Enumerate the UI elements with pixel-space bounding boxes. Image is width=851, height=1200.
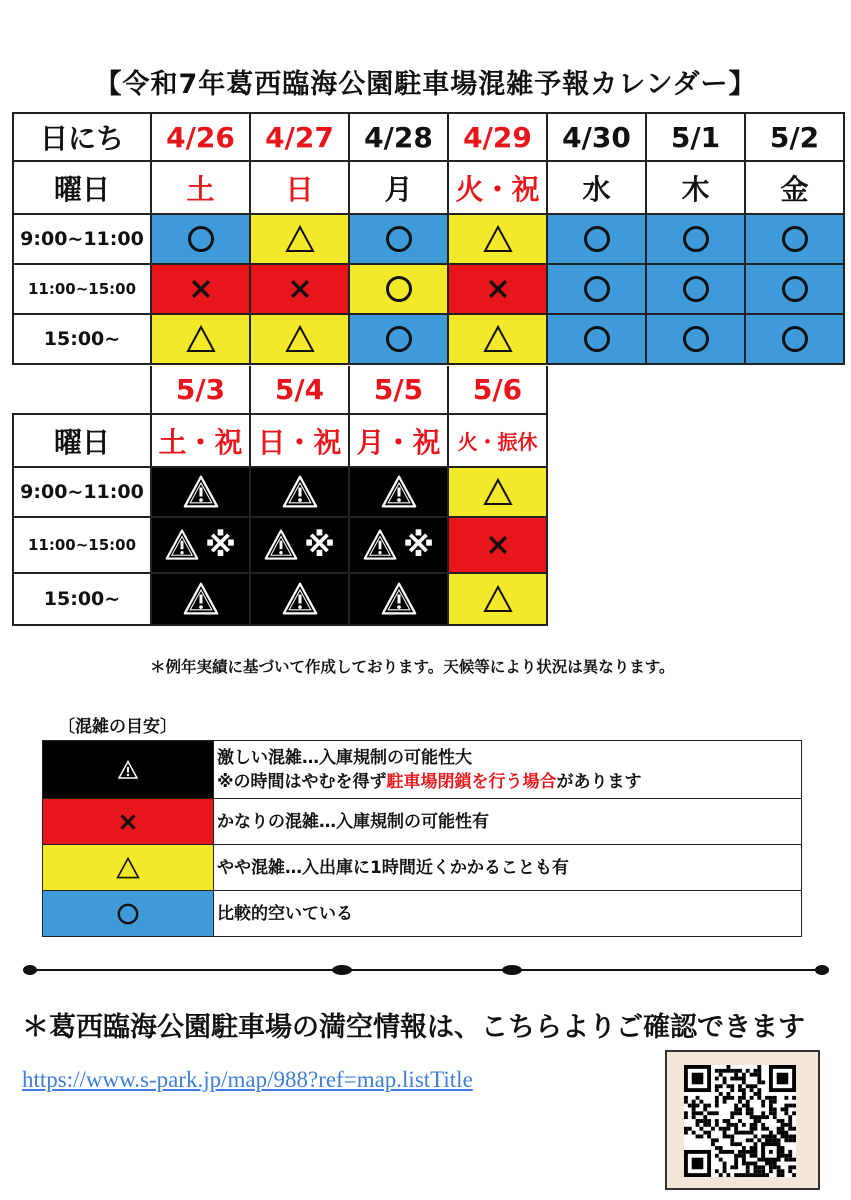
date-cell: 5/2 [745,113,844,161]
status-cell [646,214,745,264]
time-row [13,573,547,625]
day-cell: 月 [349,161,448,214]
cross-icon [117,811,139,833]
day-cell: 木 [646,161,745,214]
status-cell [745,214,844,264]
date-cell: 4/28 [349,113,448,161]
status-cell [151,214,250,264]
status-cell [349,517,448,573]
date-cell: 4/30 [547,113,646,161]
circle-icon [384,224,414,254]
parking-url-link[interactable]: https://www.s-park.jp/map/988?ref=map.listTitle [22,1067,473,1092]
time-label: 9:00~11:00 [13,467,151,517]
triangle-icon [483,224,513,254]
status-cell [448,573,547,625]
time-label: 15:00~ [13,573,151,625]
closure-highlight: 駐車場閉鎖を行う場合 [386,771,557,792]
circle-icon [780,224,810,254]
day-cell: 日 [250,161,349,214]
circle-icon [582,224,612,254]
status-cell [151,314,250,364]
closure-mark: ※ [204,526,237,564]
triangle-icon [285,324,315,354]
status-cell [646,314,745,364]
status-cell [646,264,745,314]
day-cell: 土 [151,161,250,214]
status-cell [151,467,250,517]
time-label: 11:00~15:00 [13,517,151,573]
status-cell [448,264,547,314]
status-cell [349,467,448,517]
legend-text: があります [556,771,642,792]
triangle-icon [483,324,513,354]
status-cell [151,573,250,625]
legend-table [42,740,802,937]
status-cell [745,314,844,364]
legend-swatch [43,845,214,891]
legend-description: かなりの混雑…入庫規制の可能性有 [214,799,802,845]
circle-icon [582,274,612,304]
legend-row [43,741,802,799]
status-cell [250,517,349,573]
circle-icon [780,274,810,304]
day-row [13,414,547,467]
status-cell [547,214,646,264]
time-row [13,517,547,573]
status-cell [151,517,250,573]
legend-description: 比較的空いている [214,891,802,937]
calendar-week2 [12,366,548,626]
circle-icon [384,324,414,354]
day-cell: 日・祝 [250,414,349,467]
legend-line [217,770,801,794]
time-row [13,214,844,264]
circle-icon [681,274,711,304]
warning-icon [118,760,138,780]
cross-icon [485,532,511,558]
date-cell: 4/26 [151,113,250,161]
date-cell: 5/4 [250,366,349,414]
closure-mark: ※ [303,526,336,564]
status-cell [349,573,448,625]
day-label: 曜日 [13,161,151,214]
legend-row [43,799,802,845]
date-cell: 5/6 [448,366,547,414]
calendar-week1 [12,112,845,365]
legend-line: 激しい混雑…入庫規制の可能性大 [217,747,472,768]
warning-icon [381,581,417,617]
status-cell [349,264,448,314]
triangle-icon [285,224,315,254]
triangle-icon [186,324,216,354]
warning-icon [282,474,318,510]
page-title: 【令和7年葛西臨海公園駐車場混雑予報カレンダー】 [94,69,757,100]
triangle-icon [483,477,513,507]
legend-text: ※の時間はやむを得ず [217,771,387,792]
cross-icon [287,276,313,302]
status-cell [448,314,547,364]
status-cell [349,214,448,264]
status-cell [250,264,349,314]
legend-title: 〔混雑の目安〕 [58,717,177,737]
warning-icon [381,474,417,510]
circle-icon [116,902,140,926]
status-cell [250,573,349,625]
day-cell: 土・祝 [151,414,250,467]
day-row [13,161,844,214]
cross-icon [188,276,214,302]
closure-mark: ※ [402,526,435,564]
decorative-divider [22,962,830,978]
circle-icon [384,274,414,304]
status-cell [151,264,250,314]
status-cell [745,264,844,314]
day-label: 曜日 [13,414,151,467]
corner-cell [13,366,151,414]
qr-code-icon[interactable] [684,1065,796,1177]
disclaimer-note: ＊例年実績に基づいて作成しております。天候等により状況は異なります。 [150,658,675,676]
status-cell [250,214,349,264]
time-label: 9:00~11:00 [13,214,151,264]
time-label: 11:00~15:00 [13,264,151,314]
warning-icon [282,581,318,617]
status-cell [250,314,349,364]
legend-description: やや混雑…入出庫に1時間近くかかることも有 [214,845,802,891]
circle-icon [582,324,612,354]
status-cell [448,467,547,517]
day-cell: 月・祝 [349,414,448,467]
date-row [13,366,547,414]
time-row [13,467,547,517]
legend-row [43,891,802,937]
day-cell: 火・振休 [448,414,547,467]
circle-icon [681,224,711,254]
warning-icon [183,474,219,510]
date-label: 日にち [13,113,151,161]
warning-icon [165,528,199,562]
circle-icon [780,324,810,354]
status-cell [250,467,349,517]
time-row [13,264,844,314]
date-cell: 5/3 [151,366,250,414]
date-cell: 4/27 [250,113,349,161]
status-cell [448,214,547,264]
warning-icon [363,528,397,562]
warning-icon [183,581,219,617]
legend-swatch [43,799,214,845]
day-cell: 水 [547,161,646,214]
date-row [13,113,844,161]
status-cell [547,264,646,314]
date-cell: 5/5 [349,366,448,414]
time-row [13,314,844,364]
time-label: 15:00~ [13,314,151,364]
triangle-icon [483,584,513,614]
legend-row [43,845,802,891]
status-cell [448,517,547,573]
availability-info: ＊葛西臨海公園駐車場の満空情報は、こちらよりご確認できます [22,1012,805,1043]
date-cell: 4/29 [448,113,547,161]
legend-description [214,741,802,799]
circle-icon [186,224,216,254]
circle-icon [681,324,711,354]
qr-code-panel [665,1050,820,1190]
triangle-icon [116,856,140,880]
day-cell: 金 [745,161,844,214]
date-cell: 5/1 [646,113,745,161]
warning-icon [264,528,298,562]
cross-icon [485,276,511,302]
status-cell [547,314,646,364]
day-cell: 火・祝 [448,161,547,214]
legend-swatch [43,741,214,799]
status-cell [349,314,448,364]
legend-swatch [43,891,214,937]
